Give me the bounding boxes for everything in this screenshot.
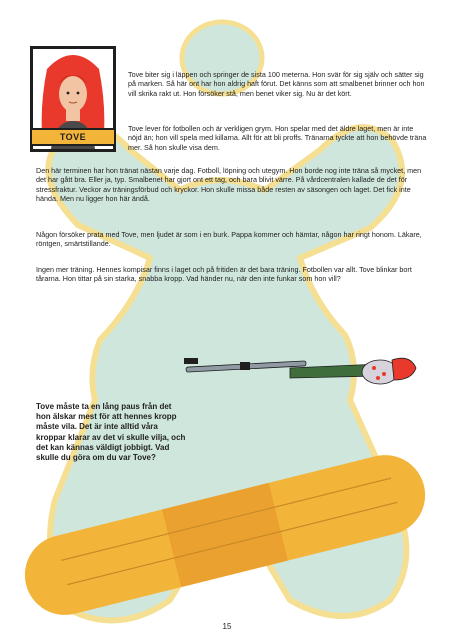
crutches-and-leg-illustration xyxy=(180,346,420,396)
page-number: 15 xyxy=(222,622,232,631)
story-paragraph-2: Tove lever för fotbollen och är verkligen grym. Hon spelar med det äldre laget, men är inte nöjd än; hon vill spela med killarna. Allt för att bli proffs. Tränarna tyckte att hon behövde träna mer. Så hon skulle visa dem. xyxy=(128,124,427,152)
story-paragraph-5: Ingen mer träning. Hennes kompisar finns i laget och på fritiden är det bara träning. Fotbollen var allt. Tove blinkar bort tårarna. Hon tittar på sin starka, snabba kropp. Vad händer nu, när den inte funkar som hon vill? xyxy=(36,265,412,284)
character-name-tag: TOVE xyxy=(30,128,116,146)
story-paragraph-3: Den här terminen har hon tränat nästan varje dag. Fotboll, löpning och utegym. Hon borde nog inte träna så mycket, men det har gått bra. Eller ja, typ. Smalbenet har gjort ont ett tag, och bara blivit värre. På vårdcentralen kallade de det för stressfraktur. Veckor av träningsförbud och kryckor. Hon skulle missa både resten av säsongen och laget. Det fick inte hända. Men nu ligger hon här ändå. xyxy=(36,166,422,204)
story-paragraph-1: Tove biter sig i läppen och springer de sista 100 meterna. Hon svär för sig själv och sätter sig på marken. Så här ont har hon aldrig haft förut. Det känns som att smalbenet brinner och hon vill skrika rakt ut. Hon försöker stå, men benet viker sig. Nu är det kört. xyxy=(128,70,425,98)
reflection-question: Tove måste ta en lång paus från det hon älskar mest för att hennes kropp måste vila. Det är inte alltid våra kroppar klarar av det vi skulle vilja, och det kan kännas väldigt jobbigt. Vad skulle du göra om du var Tove? xyxy=(36,402,186,463)
story-paragraph-4: Någon försöker prata med Tove, men ljudet är som i en burk. Pappa kommer och hämtar, någon har ringt honom. Läkare, röntgen, smärtstillande. xyxy=(36,230,422,249)
